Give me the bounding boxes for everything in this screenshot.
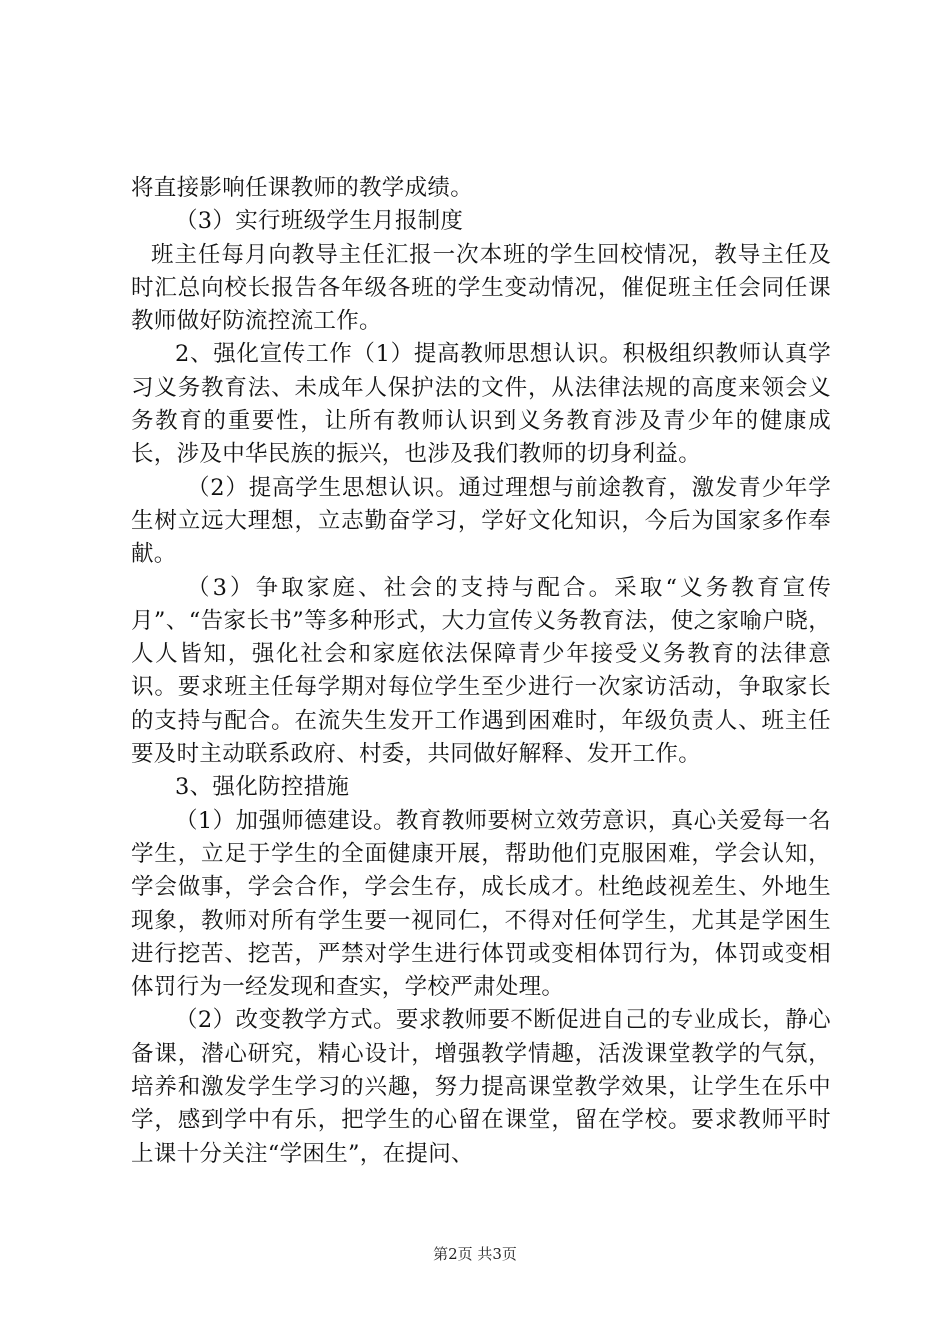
paragraph-continuation: 将直接影响任课教师的教学成绩。 <box>131 175 474 201</box>
paragraph-family-society: （3）争取家庭、社会的支持与配合。采取“义务教育宣传月”、“告家长书”等多种形式，大力宣传义务教育法，使之家喻户晓，人人皆知，强化社会和家庭依法保障青少年接受义务教育的法律意识。要求班主任每学期对每位学生至少进行一次家访活动，争取家长的支持与配合。在流失生发开工作遇到困难时，年级负责人、班主任要及时主动联系政府、村委，共同做好解释、发开工作。 <box>131 574 831 768</box>
paragraph-publicity-teachers: 2、强化宣传工作（1）提高教师思想认识。积极组织教师认真学习义务教育法、未成年人保护法的文件，从法律法规的高度来领会义务教育的重要性，让所有教师认识到义务教育涉及青少年的健康成长，涉及中华民族的振兴，也涉及我们教师的切身利益。 <box>131 341 831 468</box>
paragraph-publicity-students: （2）提高学生思想认识。通过理想与前途教育，激发青少年学生树立远大理想，立志勤奋学习，学好文化知识，今后为国家多作奉献。 <box>131 474 831 568</box>
document-body <box>131 172 831 1171</box>
page-number-footer: 第2页 共3页 <box>433 1245 517 1263</box>
paragraph-heading-monthly-report: （3）实行班级学生月报制度 <box>175 208 464 235</box>
paragraph-monthly-report: 班主任每月向教导主任汇报一次本班的学生回校情况，教导主任及时汇总向校长报告各年级各班的学生变动情况，催促班主任会同任课教师做好防流控流工作。 <box>131 241 831 335</box>
paragraph-teacher-ethics: （1）加强师德建设。教育教师要树立效劳意识，真心关爱每一名学生，立足于学生的全面健康开展，帮助他们克服困难，学会认知，学会做事，学会合作，学会生存，成长成才。杜绝歧视差生、外地生现象，教师对所有学生要一视同仁，不得对任何学生，尤其是学困生进行挖苦、挖苦，严禁对学生进行体罚或变相体罚行为，体罚或变相体罚行为一经发现和查实，学校严肃处理。 <box>131 807 831 1001</box>
paragraph-heading-control-measures: 3、强化防控措施 <box>175 774 350 801</box>
paragraph-teaching-methods: （2）改变教学方式。要求教师要不断促进自己的专业成长，静心备课，潜心研究，精心设计，增强教学情趣，活泼课堂教学的气氛，培养和激发学生学习的兴趣，努力提高课堂教学效果，让学生在乐中学，感到学中有乐，把学生的心留在课堂，留在学校。要求教师平时上课十分关注“学困生”，在提问、 <box>131 1007 831 1167</box>
